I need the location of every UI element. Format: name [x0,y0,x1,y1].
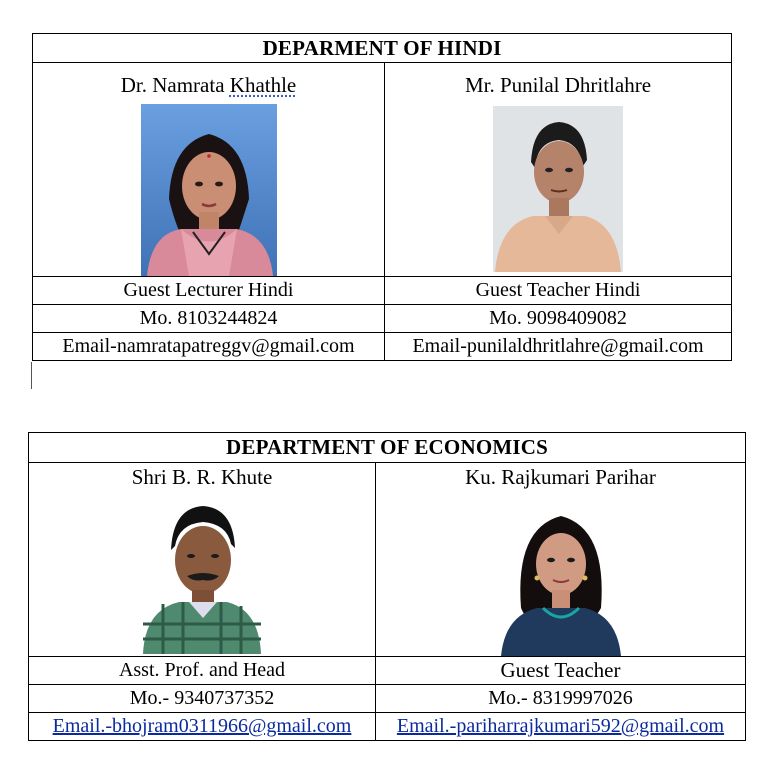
faculty-name: Ku. Rajkumari Parihar [465,465,656,489]
faculty-name: Shri B. R. Khute [131,465,273,489]
faculty-role: Asst. Prof. and Head [29,657,376,685]
divider-line [31,362,32,389]
portrait-photo [143,494,261,654]
faculty-role: Guest Teacher Hindi [385,277,732,305]
faculty-card [385,63,732,277]
faculty-card [29,463,376,657]
department-title: DEPARMENT OF HINDI [33,34,732,63]
portrait-photo [141,104,277,276]
faculty-email: Email-punilaldhritlahre@gmail.com [385,333,732,361]
faculty-role: Guest Lecturer Hindi [33,277,385,305]
faculty-email-cell [376,713,746,741]
portrait-photo [497,498,625,656]
faculty-name: Mr. Punilal Dhritlahre [464,73,652,97]
faculty-name: Dr. Namrata Khathle [120,73,297,97]
portrait-photo [493,106,623,272]
hindi-department-table [32,33,732,361]
faculty-role: Guest Teacher [376,657,746,685]
faculty-mobile: Mo.- 9340737352 [29,685,376,713]
economics-department-table [28,432,746,741]
faculty-email: Email-namratapatreggv@gmail.com [33,333,385,361]
faculty-email-cell [29,713,376,741]
faculty-card [33,63,385,277]
department-title: DEPARTMENT OF ECONOMICS [29,433,746,463]
faculty-mobile: Mo. 9098409082 [385,305,732,333]
faculty-email-link[interactable]: Email.-bhojram0311966@gmail.com [52,715,352,737]
faculty-mobile: Mo.- 8319997026 [376,685,746,713]
faculty-card [376,463,746,657]
faculty-mobile: Mo. 8103244824 [33,305,385,333]
faculty-email-link[interactable]: Email.-pariharrajkumari592@gmail.com [396,715,725,737]
